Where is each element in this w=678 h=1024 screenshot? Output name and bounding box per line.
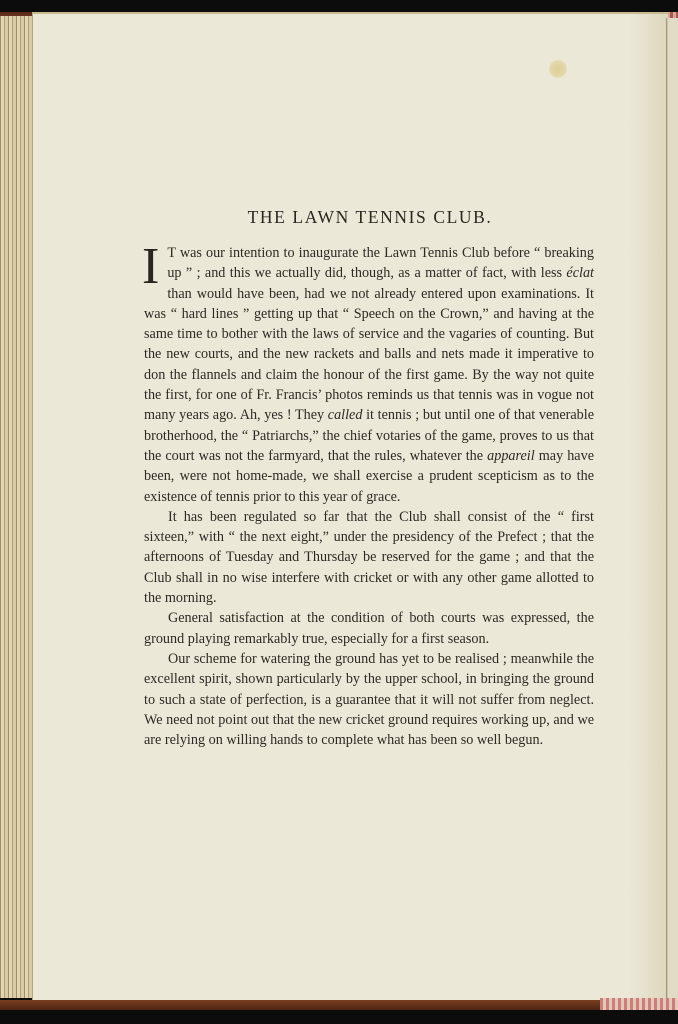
page-stack-edge	[0, 16, 34, 998]
italic-appareil: appareil	[487, 447, 535, 464]
paragraph-1	[142, 238, 594, 507]
italic-called: called	[327, 407, 363, 424]
facing-page-edge	[668, 18, 678, 1000]
paragraph-1-text-4: may have been, were not home-made, we shall exercise a prudent scepticism as to the existence of tennis prior to this year of grace.	[144, 447, 594, 505]
paragraph-3: General satisfaction at the condition of both courts was expressed, the ground playing remarkably true, especially for a first season.	[144, 610, 594, 647]
paragraph-1-text: T was our intention to inaugurate the Lawn Tennis Club before “ breaking up ” ; and this we actually did, though, as a matter of fact, with less	[167, 245, 594, 282]
paragraph-4: Our scheme for watering the ground has yet to be realised ; meanwhile the excellent spirit, shown particularly by the upper school, in bringing the ground to such a state of perfection, is a guarantee that it will not suffer from neglect. We need not point out that the new cricket ground requires working up, and we are relying on willing hands to complete what has been so well begun.	[144, 650, 594, 749]
paper-stain	[549, 60, 567, 78]
paragraph-1-text-3: it tennis ; but until one of that venerable brotherhood, the “ Patriarchs,” the chief votaries of the game, proves to us that the court was not the farmyard, that the rules, whatever the	[144, 407, 594, 464]
book-cover-edge-bottom	[0, 1000, 678, 1010]
paragraph-2: It has been regulated so far that the Club shall consist of the “ first sixteen,” with “ the next eight,” under the presidency of the Prefect ; that the afternoons of Tuesday and Thursday be reserved for the game ; and that the Club shall in no wise interfere with cricket or with any other game allotted to the morning.	[144, 508, 594, 607]
paragraph-1-text-2: than would have been, had we not already entered upon examinations. It was “ hard lines ” getting up that “ Speech on the Crown,” and having at the same time to bother with the laws of service and the vagaries of counting. But the new courts, and the new rackets and balls and nets made it imperative to don the flannels and claim the honour of the first game. By the way not quite the first, for one of Fr. Francis’ photos reminds us that tennis was in vogue not many years ago. Ah, yes ! They	[144, 285, 594, 424]
book-headband-bottom	[600, 998, 678, 1010]
drop-cap: I	[142, 238, 160, 295]
article-body	[142, 238, 594, 750]
article-title: THE LAWN TENNIS CLUB.	[247, 207, 493, 227]
italic-eclat: éclat	[566, 265, 594, 282]
